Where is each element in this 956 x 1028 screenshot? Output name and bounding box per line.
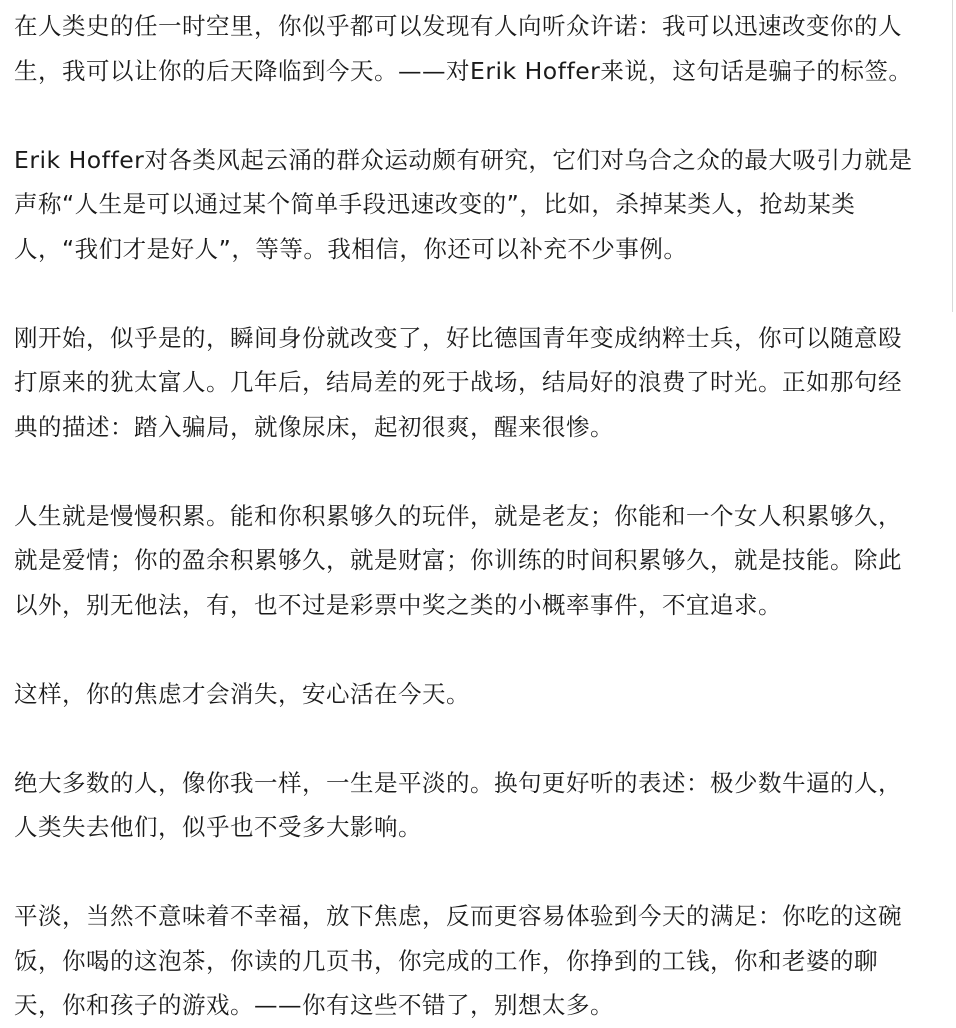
text-line: 人，“我们才是好人”，等等。我相信，你还可以补充不少事例。 [14, 234, 688, 263]
paragraph-anxiety [14, 672, 950, 717]
text-line: 打原来的犹太富人。几年后，结局差的死于战场，结局好的浪费了时光。正如那句经 [14, 368, 902, 396]
text-line: 天，你和孩子的游戏。——你有这些不错了，别想太多。 [14, 991, 614, 1019]
text-line: 人类失去他们，似乎也不受多大影响。 [14, 813, 422, 841]
text-line: 典的描述：踏入骗局，就像尿床，起初很爽，醒来很惨。 [14, 412, 614, 441]
text-line: 以外，别无他法，有，也不过是彩票中奖之类的小概率事件，不宜追求。 [14, 590, 782, 619]
paragraph-at-first [14, 316, 950, 450]
paragraph-promise [14, 4, 950, 93]
text-line: 在人类史的任一时空里，你似乎都可以发现有人向听众许诺：我可以迅速改变你的人 [14, 12, 902, 40]
text-line: 人生就是慢慢积累。能和你积累够久的玩伴，就是老友；你能和一个女人积累够久， [14, 501, 902, 530]
article-body [14, 4, 950, 1028]
paragraph-ordinary-life [14, 761, 950, 850]
scrollbar-track [952, 0, 953, 312]
paragraph-accumulation [14, 494, 950, 628]
text-line: Erik Hoffer对各类风起云涌的群众运动颇有研究，它们对乌合之众的最大吸引力就是 [14, 145, 913, 174]
text-line: 生，我可以让你的后天降临到今天。——对Erik Hoffer来说，这句话是骗子的标签。 [14, 56, 913, 85]
text-line: 饭，你喝的这泡茶，你读的几页书，你完成的工作，你挣到的工钱，你和老婆的聊 [14, 946, 878, 975]
text-line: 这样，你的焦虑才会消失，安心活在今天。 [14, 679, 470, 708]
text-line: 绝大多数的人，像你我一样，一生是平淡的。换句更好听的表述：极少数牛逼的人， [14, 768, 902, 797]
paragraph-mass-movements [14, 138, 950, 272]
text-line: 平淡，当然不意味着不幸福，放下焦虑，反而更容易体验到今天的满足：你吃的这碗 [14, 902, 902, 930]
text-line: 刚开始，似乎是的，瞬间身份就改变了，好比德国青年变成纳粹士兵，你可以随意殴 [14, 323, 902, 352]
paragraph-contentment [14, 894, 950, 1028]
text-line: 就是爱情；你的盈余积累够久，就是财富；你训练的时间积累够久，就是技能。除此 [14, 546, 902, 574]
text-line: 声称“人生是可以通过某个简单手段迅速改变的”，比如，杀掉某类人，抢劫某类 [14, 190, 856, 218]
